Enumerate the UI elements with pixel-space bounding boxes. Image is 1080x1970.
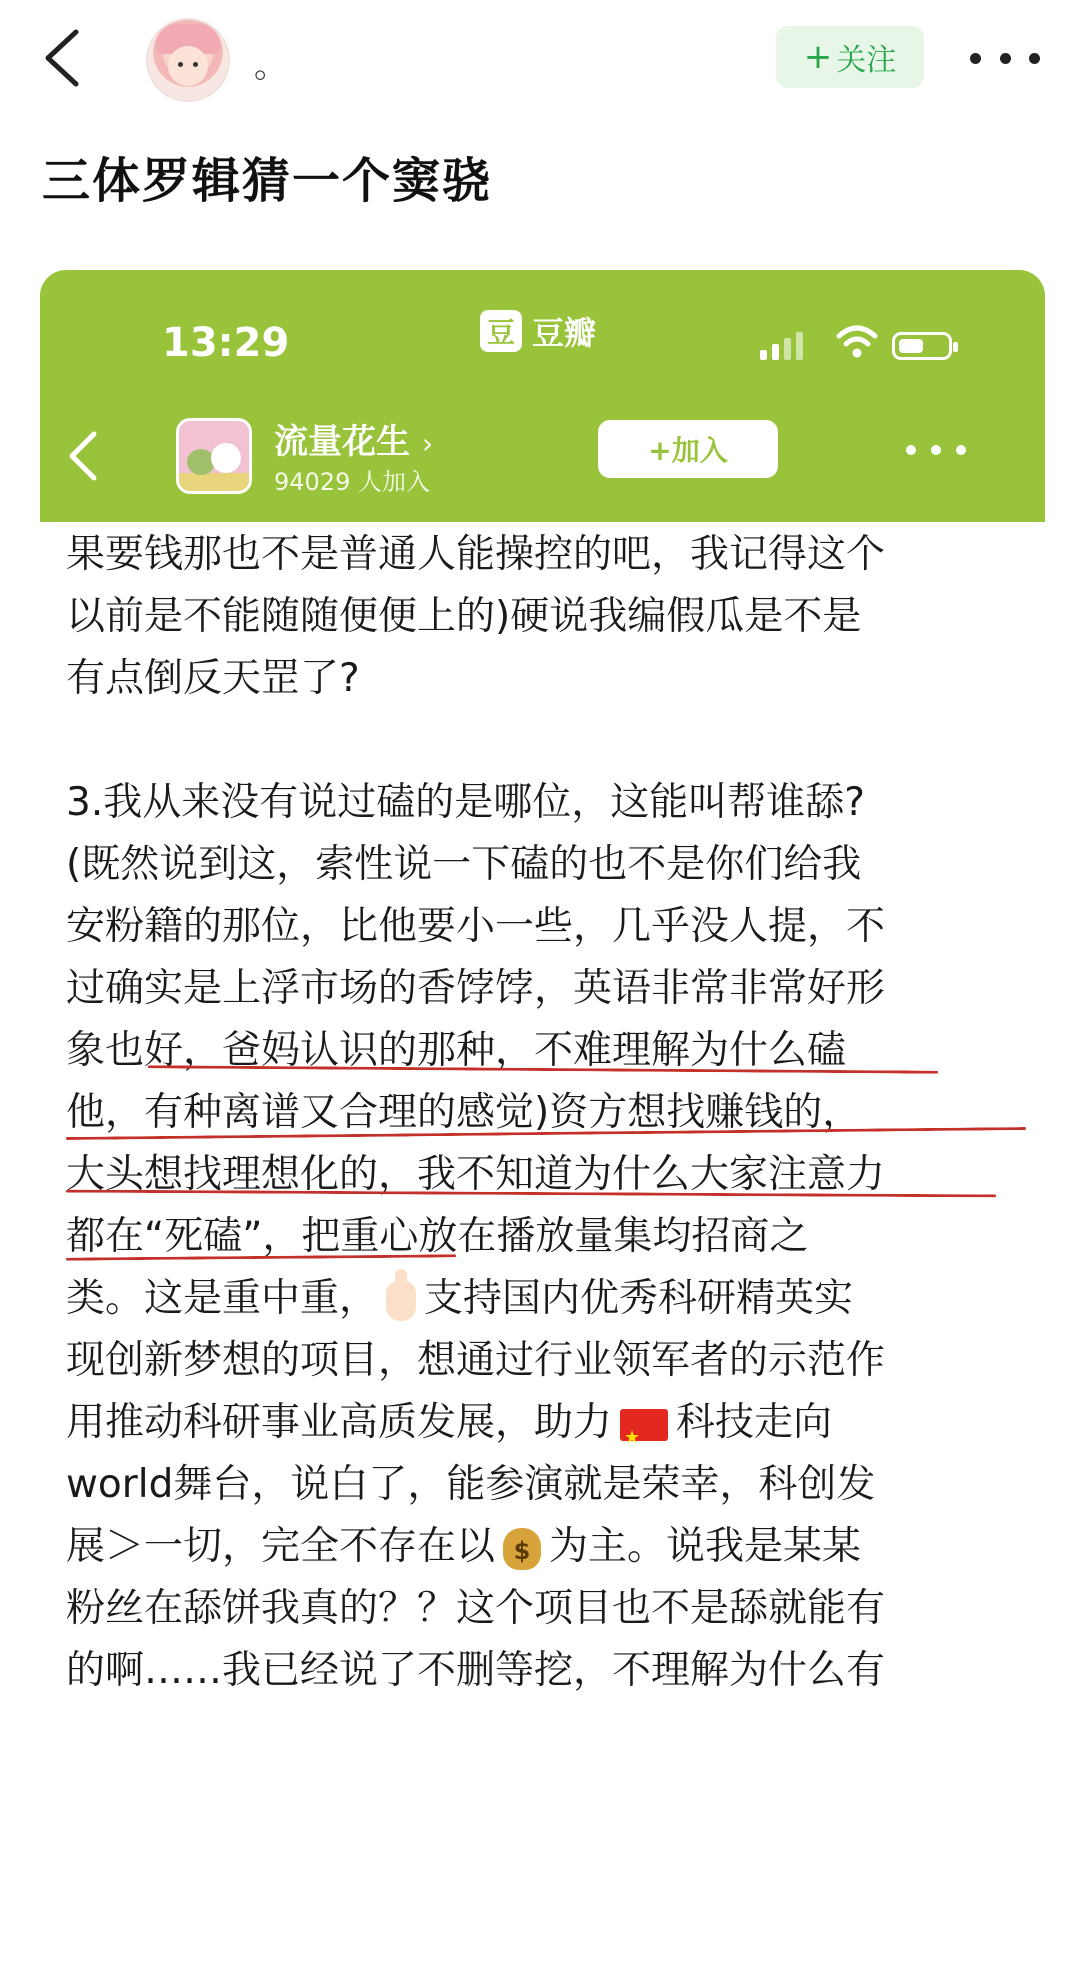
douban-brand	[480, 308, 596, 354]
embedded-screenshot	[40, 270, 1045, 1970]
text-line: 象也好，爸妈认识的那种，不难理解为什么磕	[66, 1028, 847, 1073]
text-line: 果要钱那也不是普通人能操控的吧，我记得这个	[66, 532, 886, 577]
brand-name: 豆瓣	[532, 314, 597, 352]
china-flag-emoji	[620, 1409, 668, 1441]
status-time: 13:29	[162, 320, 290, 366]
text-line: 他，有种离谱又合理的感觉)资方想找赚钱的，	[66, 1090, 862, 1135]
text-line: (既然说到这，索性说一下磕的也不是你们给我	[66, 842, 862, 887]
follow-label: 关注	[836, 43, 897, 78]
text-line: 用推动科研事业高质发展，助力★ 科技走向	[66, 1392, 1026, 1454]
text-line: 大头想找理想化的，我不知道为什么大家注意力	[66, 1152, 886, 1197]
chevron-right-icon: ›	[422, 427, 434, 460]
inner-back-icon[interactable]	[66, 428, 100, 484]
plus-icon: +	[803, 37, 833, 77]
author-avatar[interactable]	[146, 18, 230, 102]
text-line: 的啊……我已经说了不删等挖，不理解为什么有	[66, 1648, 886, 1693]
inner-more-icon[interactable]	[906, 440, 966, 460]
group-name[interactable]: 流量花生 ›	[274, 422, 434, 462]
group-member-count: 94029 人加入	[274, 468, 430, 496]
douban-header	[40, 270, 1045, 522]
author-name[interactable]: 。	[254, 46, 288, 86]
money-bag-emoji: $	[503, 1528, 541, 1570]
text-line: 类。这是重中重， 支持国内优秀科研精英实	[66, 1276, 854, 1321]
pointing-up-emoji	[386, 1281, 416, 1321]
text-line: world舞台，说白了，能参演就是荣幸，科创发	[66, 1462, 876, 1507]
back-icon[interactable]	[38, 26, 88, 90]
text-line: 以前是不能随随便便上的)硬说我编假瓜是不是	[66, 594, 862, 639]
douban-logo-icon: 豆	[480, 310, 522, 352]
text-line: 安粉籍的那位，比他要小一些，几乎没人提，不	[66, 904, 886, 949]
text-line: 粉丝在舔饼我真的？？这个项目也不是舔就能有	[66, 1586, 886, 1631]
text-line: 有点倒反天罡了?	[66, 656, 360, 701]
wifi-icon	[835, 322, 879, 362]
text-line: 都在“死磕”，把重心放在播放量集均招商之	[66, 1214, 809, 1259]
app-header	[0, 0, 1080, 120]
post-title: 三体罗辑猜一个窦骁	[42, 153, 493, 209]
text-line: 3.我从来没有说过磕的是哪位，这能叫帮谁舔?	[66, 780, 865, 825]
text-line: 现创新梦想的项目，想通过行业领军者的示范作	[66, 1338, 886, 1383]
follow-button[interactable]	[776, 26, 924, 88]
post-content	[66, 524, 1026, 1702]
more-dots-icon[interactable]	[970, 38, 1040, 78]
join-button[interactable]: +加入	[598, 420, 778, 478]
text-line: 过确实是上浮市场的香饽饽，英语非常非常好形	[66, 966, 886, 1011]
battery-icon	[892, 332, 952, 360]
signal-icon	[760, 330, 803, 360]
group-avatar[interactable]	[176, 418, 252, 494]
text-line: 展＞一切，完全不存在以 $ 为主。说我是某某	[66, 1524, 862, 1569]
